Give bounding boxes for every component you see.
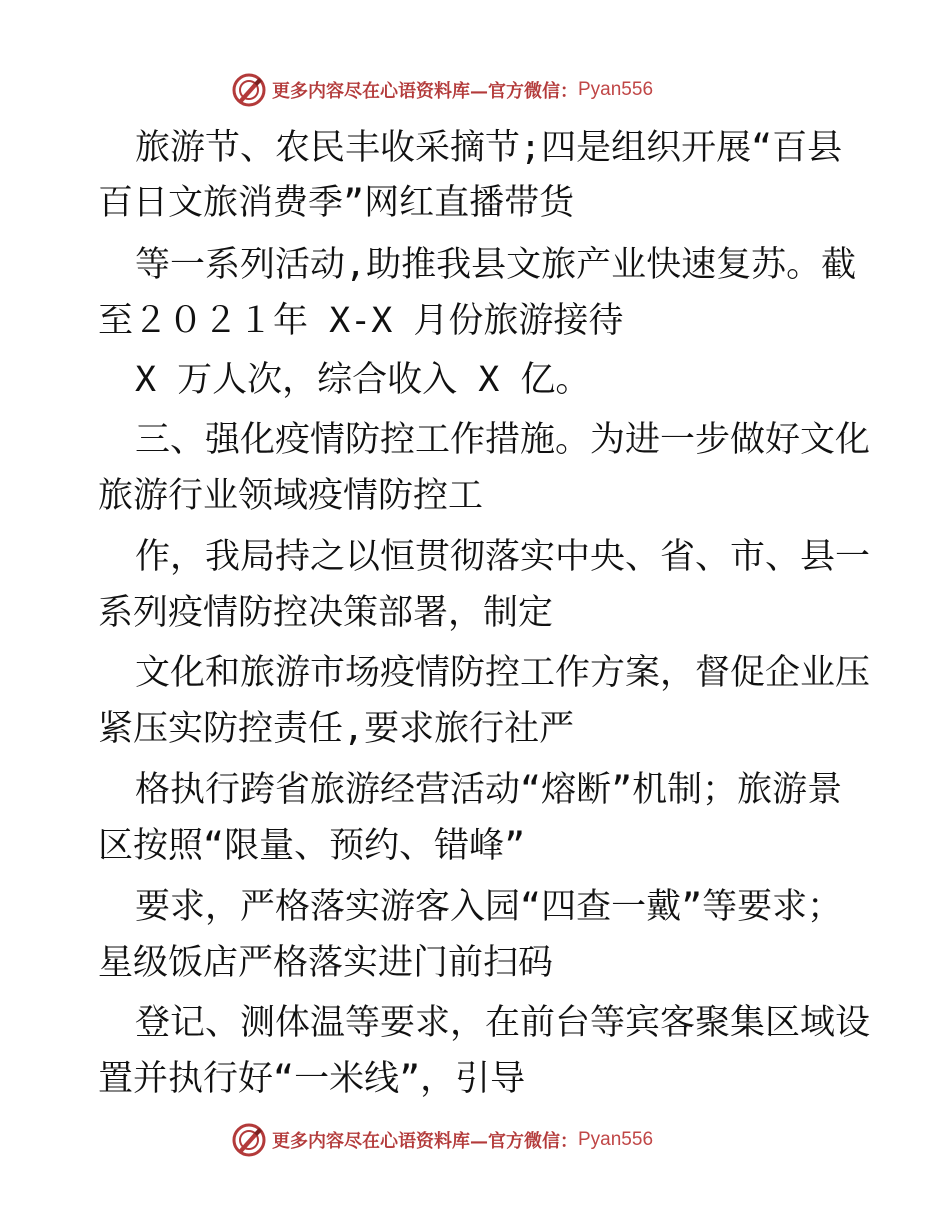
body-line: 要求，严格落实游客入园“四查一戴”等要求； [135, 887, 843, 927]
body-line: 旅游行业领域疫情防控工 [98, 476, 484, 516]
footer-banner-text: 更多内容尽在心语资料库—官方微信： [272, 1131, 578, 1152]
body-line: 作，我局持之以恒贯彻落实中央、省、市、县一 [135, 537, 871, 577]
body-line: 登记、测体温等要求，在前台等宾客聚集区域设 [135, 1003, 871, 1043]
body-line: 格执行跨省旅游经营活动“熔断”机制；旅游景 [135, 770, 843, 810]
body-line: 星级饭店严格落实进门前扫码 [98, 943, 554, 983]
header-wechat-id: Pyan556 [578, 79, 654, 100]
body-line: 系列疫情防控决策部署，制定 [98, 593, 554, 633]
body-line: X 万人次，综合收入 X 亿。 [135, 360, 591, 400]
footer-wechat-id: Pyan556 [578, 1129, 654, 1150]
body-line: 至２０２１年 X-X 月份旅游接待 [98, 301, 624, 341]
footer-watermark-banner [232, 1120, 732, 1160]
body-line: 置并执行好“一米线”，引导 [98, 1059, 526, 1099]
header-banner-text: 更多内容尽在心语资料库—官方微信： [272, 81, 578, 102]
pen-logo-icon [232, 1123, 266, 1157]
pen-logo-icon [232, 73, 266, 107]
body-line: 等一系列活动,助推我县文旅产业快速复苏。截 [135, 245, 857, 285]
body-line: 区按照“限量、预约、错峰” [98, 826, 526, 866]
body-line: 三、强化疫情防控工作措施。为进一步做好文化 [135, 420, 871, 460]
body-line: 紧压实防控责任,要求旅行社严 [98, 709, 575, 749]
body-line: 百日文旅消费季”网红直播带货 [98, 183, 575, 223]
header-watermark-banner [232, 70, 732, 110]
body-line: 旅游节、农民丰收采摘节;四是组织开展“百县 [135, 128, 843, 168]
body-line: 文化和旅游市场疫情防控工作方案，督促企业压 [135, 653, 871, 693]
